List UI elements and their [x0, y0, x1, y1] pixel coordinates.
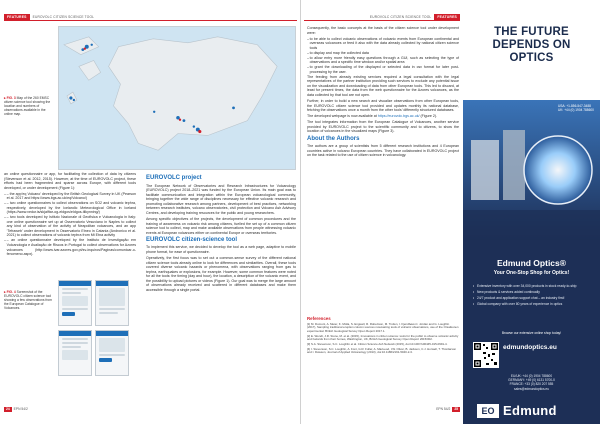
about-paragraph: The authors are a group of scientists from 5 different research institutions and 4 European countries active in volcano European countries. They have collaborated in EUROVOLC project on the task related to the use of citizen science in volcanology. — [307, 144, 459, 158]
advert-bullets — [473, 284, 593, 308]
advert-photo — [463, 100, 600, 240]
advert-logo-bar — [463, 398, 600, 424]
reference-item: [1] M. Dumont, A. Meier, K. Molla, S. Engwell, R. Robertson, M. Troilen, I. Fjendbøet-C. Jordan and G. Loughlin (2017), Sampling traditional eruption column sources nowcasting tools of volcanic observations, use of the Orsatkonen experimental. British Geological Survey Open Report 2017.1. — [307, 321, 459, 333]
advert-bullet: • Global company with over 80 years of experience in optics — [473, 302, 593, 306]
list-item: – – two tools developed by Istituto Nazionale di Geofisica e Vulcanologia in Italy: one online questionnaire set up at Osservatorio Vesuviano in Naples to collect any kind of observation of the activity of Neapolitan volcanoes, and an app ‘Tefraweb’ under development in Osservatorio Etneo in Catania (Andronico et al. 2021) to collect observations of volcanic tephra from Mt Etna activity — [4, 215, 136, 238]
screenshot-panel — [95, 330, 129, 376]
figure-caption-top — [4, 96, 54, 116]
issue-label: EPN 54/2 — [13, 407, 28, 411]
paragraph: The tool integrates information from the European Catalogue of Volcanoes, another service provided by EUROVOLC project to the scientific community and to citizens, to show the location of volcanoes in the visualized maps (Figure 3). — [307, 120, 459, 134]
list-item: – to grant the downloading of the displayed or selected data in csv format for later post-processing by the user. — [307, 65, 459, 74]
map-figure — [58, 26, 296, 170]
optics-photo — [463, 100, 600, 240]
body-column-right — [307, 26, 459, 276]
qr-code-icon[interactable] — [473, 342, 499, 368]
reference-item: [3] S.A. Stevenson, S.C. Loughlin et al. Citizen Science Ash Network (2015), doi:10.1007/s00445-015-0991-4. — [307, 341, 448, 346]
list-item: – to display and map the collected data — [307, 51, 459, 56]
page-footer-left — [4, 407, 30, 412]
advert-bullet: • New products & services added continually — [473, 290, 593, 294]
advert-bullet: • Extensive inventory with over 34,000 products in stock ready-to-ship — [473, 284, 593, 288]
references-heading: References — [307, 316, 331, 321]
body-column-1 — [4, 172, 136, 276]
paragraph: To implement this service, we decided to develop the tool as a web page, adaptive to mobile phone format, for ease of questionnaire. — [146, 245, 296, 254]
running-title: EUROVOLC CITIZEN SCIENCE TOOL — [32, 15, 95, 19]
running-title: EUROVOLC CITIZEN SCIENCE TOOL — [369, 15, 432, 19]
list-item: – – the app’eq Volcano’ developed by the British Geological Survey in UK (Pearson et al. 2017 and https://www.bgs.ac.uk/eq/Volcano/) — [4, 192, 136, 201]
issue-label: EPN 54/2 — [436, 407, 451, 411]
list-item: – – an online questionnaire developed by the Instituto de Investigação em Vulcanologia e Avaliação de Riscos in Portugal to collect observations for Azores volcanoes (http://www.ivar.azores.gov.pt/sv-inquiros/Paginas/comunicar-o-fenomeno.aspx). — [4, 238, 136, 256]
body-column-2 — [146, 174, 296, 404]
section-heading: EUROVOLC project — [146, 175, 202, 181]
paragraph: Consequently, the basic concepts at the basis of the citizen science tool under development were: — [307, 26, 459, 35]
advert-contact: EU/UK: +44 (0) 1904 788600 GERMANY: +49 (0) 6131 5700-0 FRANCE: +33 (0) 820 207 555 sales@edmundoptics.eu — [508, 374, 555, 391]
about-heading: About the Authors — [307, 135, 360, 142]
figure-label: ▸ FIG. 4 — [4, 290, 16, 294]
section-heading: EUROVOLC citizen-science tool — [146, 236, 238, 243]
page-footer-right — [434, 407, 460, 412]
header-rule — [304, 20, 460, 21]
eurovolc-link[interactable]: https://eurovolc.bgs.ac.uk/ — [377, 114, 420, 119]
list-item: – to be able to collect volcanic observations of volcanic events from European continental and overseas volcanoes or feed it also with the data already collected by national citizen science tools — [307, 37, 459, 51]
page-number: 25 — [454, 407, 458, 411]
edmund-logo-text: Edmund — [503, 403, 557, 418]
paragraph: The developed webpage is now available at https://eurovolc.bgs.ac.uk/ (Figure 2). — [307, 114, 438, 119]
edmund-optics-advert[interactable] — [463, 0, 600, 424]
advert-headline: THE FUTURE DEPENDS ON OPTICS — [492, 26, 571, 64]
screenshot-panel — [95, 280, 129, 326]
references — [307, 316, 459, 396]
figure-label: ▸ FIG. 3 — [4, 96, 16, 100]
advert-browse-text: Browse our extensive online shop today! — [501, 331, 562, 335]
europe-map — [59, 27, 295, 169]
section-tag: FEATURES — [434, 14, 460, 20]
page-number: 24 — [6, 407, 10, 411]
edmund-logo-icon: EO — [477, 404, 499, 418]
advert-tagline: Your One-Stop Shop for Optics! — [493, 270, 570, 276]
screenshot-panel — [58, 330, 92, 376]
paragraph: The feeding from already existing services required a legal consultation with the legal representatives of the partner institution providing such services to exclude any potential issue on the visualization and downloading of data from other European tools. This led to discard, at least for present times, the data from the web questionnaire for the Azores volcanoes, as the data collected by that tool are not open. — [307, 74, 459, 97]
header-rule — [4, 20, 297, 21]
figure-caption-bottom — [4, 290, 54, 310]
figure-caption-text: Screenshot of the EUROVOLC citizen science tool showing a few observations from the European Catalogue of Volcanoes. — [4, 290, 53, 311]
list-item: – to allow entry more friendly easy questions through a GUI, such as selecting the type of observations and a specific time window and/or spatial area — [307, 56, 459, 65]
figure-caption-text: Map of the 260 EMSC citizen science tool showing the location and numbers of observations available in the online map. — [4, 96, 51, 117]
advert-header-area — [463, 0, 600, 100]
paragraph: Among specific objectives of the projects, the development of common procedures and the training of awareness on volcanic risk among citizens, fuelled the set up of a common citizen science tool to collect, map and make available observations from people witnessing volcanic events at European volcanoes either on continental Europe or overseas territories. — [146, 217, 296, 235]
advert-url-link[interactable]: edmundoptics.eu — [503, 344, 557, 351]
section-tag: FEATURES — [4, 14, 30, 20]
paragraph: an online questionnaire or app, for facilitating the collection of data by citizens (Stevenson et al. 2012, 2015). However, at the time of EUROVOLC project, these efforts had been fragmented and sparse across Europe, with different tools developed, or under development (Figure 1): — [4, 172, 136, 190]
paragraph: Further, in order to build a new search and visualize observations from other European tools, the EUROVOLC citizen science tool provided and updates monthly its national database, fetching the observations once a month from the other tools’ differently structured databases. — [307, 98, 459, 113]
list-item: – – two online questionnaires to collect observations on SO2 and volcanic tephra, respectively, developed by the Icelandic Meteorological Office in Iceland (https://www.vedur.is/skjalftar-og-eldgos/eldgos-tilkynning/) — [4, 201, 136, 215]
paragraph: Operatively, the first focus was to set out a common-sense survey of the different national citizen science tools already online to look for differences and similarities. Overall, these tools covered diverse volcanic hazards or phenomena, with observations ranging from gas to tephra, earthquakes or explosions, for example. However, some common features were noted for all the tools: the timing (day and hour), the location, a description of the volcanic event, and the possibility to upload pictures or videos (Figure 1). Our goal was to merge the large amount of observations already received and scattered in different databases and make them accessible through a single portal. — [146, 256, 296, 292]
paragraph: The European Network of Observatories and Research Infrastructures for Volcanology (EUROVOLC) project 2018–2021 was funded by the European Union. Its main goal was to facilitate communication and integration within the European volcanological community, bringing together the wide range of disciplines necessary for effective volcanic research and promoting collaborative research among partners, development of best practices, networking between research institutes, volcano observatories, civil protection and Volcano Ash Advisory Centres, and developing training resources for the public and young researchers. — [146, 183, 296, 215]
advert-bullet: • 24/7 product and application support chat – an industry first! — [473, 296, 593, 300]
reference-item: [4] I. Stevenson, S.C. Loughlin, A. Font, G.R. Fuller, A. MacLeod, I.W. Oliver, B. Jackson, C.J. Horwell, T. Thordarson and I. Dawson, Journal of Applied Volcanology (2013), doi:10.1186/2191-5040-2-3. — [307, 346, 457, 355]
right-page — [301, 0, 463, 424]
reference-item: [2] E. Wendt, J.R. Stone, M. et al. (2015), Innovations in citizen science: tools for the public to observe volcanic activity and hazards from their homes, Washington, UK, British Geological Survey Open Report 2015/002. — [307, 333, 459, 342]
advert-brand: Edmund Optics® — [496, 258, 567, 268]
screenshot-panel — [58, 280, 92, 326]
advert-phone: USA: +1-856-547-3488 UK: +44 (0) 1904 788600 — [558, 104, 594, 113]
